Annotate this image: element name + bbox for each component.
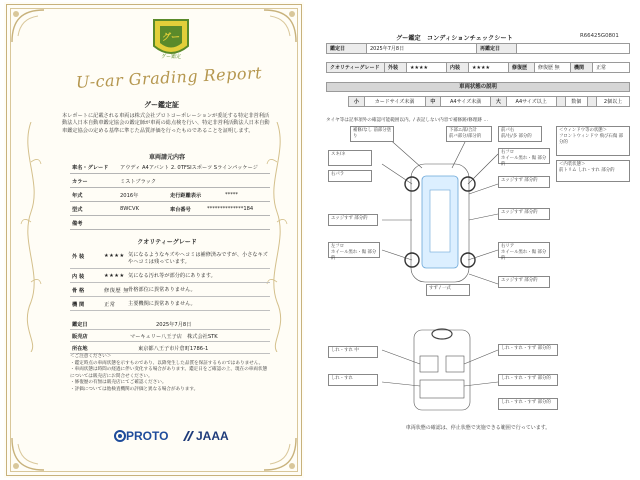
grade-section-header: クオリティーグレード [137,239,197,246]
ornament-corner-icon [260,6,300,46]
note-line: ・評価については他検査機関の評価と異なる場合があります。 [70,386,199,392]
footer-logos [114,428,244,446]
cell-value [517,44,630,54]
grade-row-frame [70,283,270,297]
cell-value: ★★★★ [407,63,447,73]
vehicle-section-header: 車両請元内容 [148,154,185,161]
grade-value: 正常 [104,302,116,308]
cell-label [587,97,596,107]
cell-value: カードサイズ未満 [364,97,425,107]
cell-label: 修復歴 [509,63,535,73]
row-label: 車台番号 [170,207,191,213]
certificate-label: グー鑑定証 [144,101,179,109]
cell-label: 小 [349,97,365,107]
condition-box: 右フロ ホイール黒れ・傷 部分的 [498,148,550,164]
certificate-statement: 本レポートに記載される車両は株式会社プロトコーポレーションが委託する特定非営利活動法人日本自動車鑑定協会の鑑定師が車両の総点検を行い、特定非営利活動法人日本自動車鑑定協会の定める基準に準じた品質評価を行ったものであることを証明します。 [62,113,270,134]
row-value: アウディ A4アバント 2. 0TFSIスポーツ Sラインパッケージ [120,165,258,171]
note-line: ・車両状態は時間の経過に伴い変化する場合があります。鑑定日をご確認の上、現在の車両状態については販売店にお問合せください。 [70,367,268,379]
condition-box: 右パラ [328,170,372,182]
cell-label: 外装 [385,63,407,73]
grade-label: 機 関 [72,302,85,308]
dealer-row-shop [70,330,270,342]
vehicle-row-name [70,160,270,174]
condition-box: エッジすず 部分的 [498,208,550,220]
note-line: ＜ご注意ください＞ [70,354,112,359]
row-value: 8WCVK [120,206,140,212]
grade-label: 外 装 [72,254,85,260]
ornament-corner-icon [260,434,300,474]
grade-value: 修復歴 無 [104,288,129,294]
sheet-title: グー鑑定 コンディションチェックシート [396,35,513,42]
condition-box: しれ・すれ・すず 部分的 [498,374,558,386]
dealer-info [70,318,270,354]
dealer-value: マーキュリー八王子店 株式会社STK [130,334,218,340]
grade-description: 気になるようなキズやヘコミは補修済みですが、小さなキズやヘコミは残っています。 [128,252,268,265]
inspection-date-table [326,43,630,54]
row-label: 車名・グレード [72,165,109,171]
grade-row-exterior [70,249,270,269]
jaaa-logo-icon [182,430,195,442]
grade-stars: ★★★★ [104,253,125,259]
dealer-value: 2025年7月8日 [156,322,192,328]
ornament-corner-icon [8,6,48,46]
condition-box: 下部エ部/合計 前バ部分/部分的 [446,126,492,142]
goo-kantei-logo-icon [150,16,192,62]
ornament-corner-icon [8,434,48,474]
note-line: ・鑑定時点の車両状態を示すものであり、以降発生した品質を保証するものではありません。 [70,360,264,366]
vehicle-condition-diagram [326,124,630,416]
sheet-code: R66425G0801 [580,33,619,39]
grading-certificate [4,2,304,478]
cell-value: 修復歴 無 [535,63,571,73]
cell-label [556,97,565,107]
row-value: ***** [225,192,238,198]
row-value: **************184 [207,206,254,212]
condition-check-sheet [318,0,640,480]
dealer-row-date [70,318,270,330]
condition-box: すず / 一式 [426,284,470,296]
vehicle-row-color [70,174,270,188]
note-line: ・修復歴の有無は販売店にてご確認ください。 [70,380,167,386]
condition-box: ＜内装状態＞ 前トリム しれ・すれ 部分的 [556,160,630,182]
cell-value: ★★★★ [469,63,509,73]
row-value: ミストブラック [120,179,157,185]
condition-box: しれ・すれ・すず 部分的 [498,398,558,410]
condition-box: エッジすず 部分的 [328,214,378,226]
cell-label: 大 [491,97,507,107]
condition-box: エッジすず 部分的 [498,176,550,188]
cell-value: A4サイズ以上 [506,97,556,107]
svg-text:グー: グー [161,33,181,43]
cell-value: A4サイズ未満 [441,97,491,107]
dealer-label: 所在地 [72,346,88,352]
cell-label: 機関 [571,63,593,73]
proto-logo-icon [114,430,126,442]
condition-box: 左フロ ホイール黒れ・傷 部分的 [328,242,380,258]
dealer-label: 販売店 [72,334,88,340]
condition-box: ＜ウィンドウ等の状態＞ フロントウィンドウ 飛び石傷 部分的 [556,126,630,156]
dealer-row-address [70,342,270,354]
grade-stars: ★★★★ [104,273,125,279]
bottom-note: 車両状態の確認は、停止状態で実施できる範囲で行っています。 [405,425,551,431]
cell-label: 中 [425,97,441,107]
grade-description: 骨格部位に異常ありません。 [128,287,196,293]
condition-box: エッジすず 部分的 [498,276,550,288]
legend-text: タイヤ等は記事項外の確認可能範囲以内。/ 表記しない内容で補修跡/修理跡 ... [326,118,488,123]
ornament-vine-icon [18,122,44,352]
grade-row-engine [70,297,270,311]
condition-box: しれ・すれ・すず 部分的 [498,344,558,356]
condition-box: スキ/ネ [328,150,372,166]
cell-value: 2025年7月8日 [367,44,477,54]
condition-box: しれ・すれ 中 [328,346,378,358]
vehicle-row-model [70,202,270,216]
cell-label: 再鑑定日 [477,44,517,54]
row-label: 型式 [72,207,83,213]
explanation-header: 車両状態の説明 [326,82,630,92]
grade-label: 骨 格 [72,288,85,294]
cell-value: 2個以上 [597,97,630,107]
svg-text:グー鑑定: グー鑑定 [160,54,182,60]
condition-box: しれ・すれ [328,374,378,386]
grade-row-interior [70,269,270,283]
dealer-label: 鑑定日 [72,322,88,328]
cell-label: 内装 [447,63,469,73]
cell-label: 鑑定日 [327,44,367,54]
cell-value: 正常 [593,63,630,73]
row-label: 年式 [72,193,83,199]
grade-description: 主要機関に異常ありません。 [128,301,196,307]
dealer-value: 東京都八王子市片倉町1786-1 [138,346,209,352]
cell-value: 数個 [565,97,587,107]
condition-box: 前パ右 前/右/多 部分的 [498,126,542,142]
row-label: 備考 [72,221,83,227]
vehicle-row-notes [70,216,270,230]
condition-box: 補修/なし 前部分塗り [350,126,394,142]
row-label: カラー [72,179,88,185]
condition-box: 右リア ホイール黒れ・傷 部分的 [498,242,550,258]
vehicle-row-year [70,188,270,202]
row-value: 2016年 [120,193,139,199]
grade-label: 内 装 [72,274,85,280]
proto-logo-text: PROTO [126,429,169,443]
damage-size-table [348,96,630,107]
jaaa-logo-text: JAAA [196,429,229,443]
cell-label: クオリティーグレード [327,63,385,73]
row-label: 走行距離表示 [170,193,202,199]
grade-description: 気になる汚れ等が部分的にあります。 [128,273,216,279]
report-title: U-car Grading Report [75,63,263,92]
quality-grade-table [326,62,630,73]
caution-notes [70,354,270,394]
